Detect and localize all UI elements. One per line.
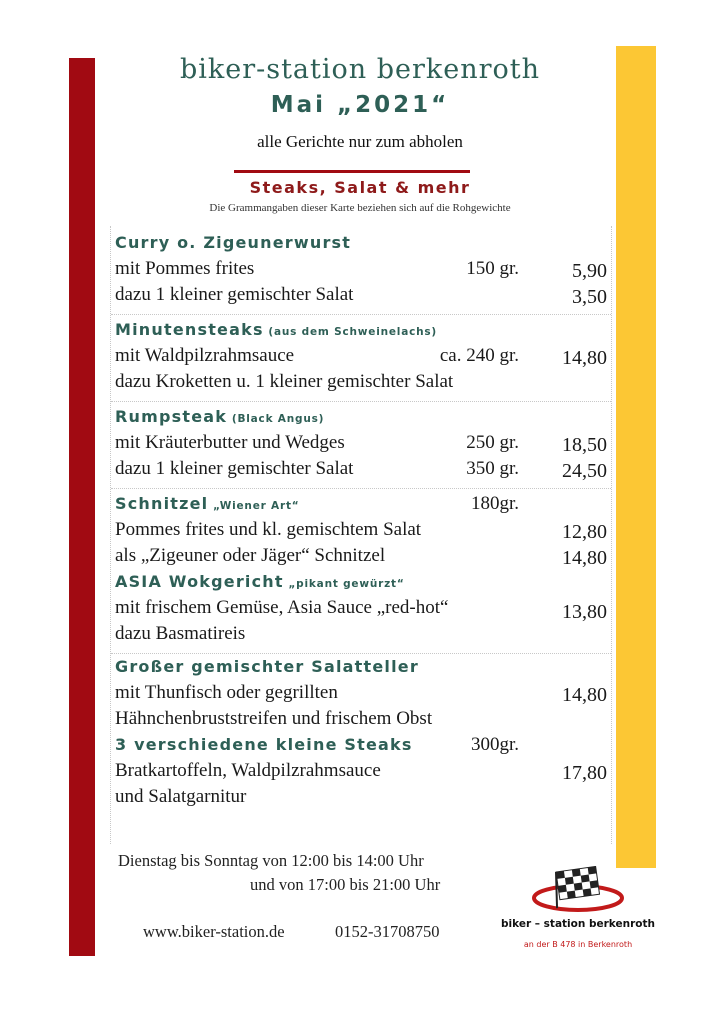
dish-weight: ca. 240 gr. [439,345,519,366]
dish-price: 17,80 [562,762,607,784]
dish-price: 14,80 [562,347,607,369]
menu-item-salatteller [111,654,611,844]
dish-weight: 250 gr. [466,432,519,453]
dish-weight: 180gr. [470,493,519,514]
dish-name: Schnitzel [115,494,209,513]
dish-name: Minutensteaks [115,320,264,339]
dish-note: „Wiener Art“ [213,500,300,512]
opening-hours-lunch: Dienstag bis Sonntag von 12:00 bis 14:00 Uhr [118,851,424,870]
section-title: Steaks, Salat & mehr [249,178,471,197]
dish-description: mit Thunfisch oder gegrillten [115,682,338,703]
header-divider [234,170,470,173]
weight-note: Die Grammangaben dieser Karte beziehen sich auf die Rohgewichte [209,202,511,214]
takeaway-note: alle Gerichte nur zum abholen [257,132,463,151]
dish-price: 14,80 [562,684,607,706]
dish-description: mit frischem Gemüse, Asia Sauce „red-hot“ [115,597,449,618]
menu-list [110,226,612,844]
dish-description: dazu 1 kleiner gemischter Salat [115,458,354,479]
menu-item-rumpsteak [111,402,611,489]
dish-description: mit Pommes frites [115,258,255,279]
dish-description: dazu Kroketten u. 1 kleiner gemischter Salat [115,371,454,392]
dish-description: dazu 1 kleiner gemischter Salat [115,284,354,305]
dish-weight: 300gr. [470,734,519,755]
dish-description: als „Zigeuner oder Jäger“ Schnitzel [115,545,386,566]
dish-weight: 150 gr. [466,258,519,279]
dish-weight: 350 gr. [466,458,519,479]
dish-price: 13,80 [562,601,607,623]
checkered-flag-icon [492,866,664,918]
dish-note: (aus dem Schweinelachs) [268,326,438,338]
dish-description: Hähnchenbruststreifen und frischem Obst [115,708,433,729]
biker-station-logo [492,866,664,962]
dish-description: und Salatgarnitur [115,786,247,807]
menu-month: Mai „2021“ [270,92,450,118]
menu-item-asia [115,571,611,597]
red-side-stripe [69,58,95,956]
dish-name: Curry o. Zigeunerwurst [115,233,352,252]
phone-number[interactable]: 0152-31708750 [335,922,440,941]
logo-subtitle: an der B 478 in Berkenroth [523,940,633,949]
menu-item-minutensteaks [111,315,611,402]
dish-price: 24,50 [562,460,607,482]
opening-hours-evening: und von 17:00 bis 21:00 Uhr [250,875,441,894]
dish-description: Bratkartoffeln, Waldpilzrahmsauce [115,760,381,781]
dish-price: 3,50 [572,286,607,308]
dish-description: Pommes frites und kl. gemischtem Salat [115,519,422,540]
dish-note: (Black Angus) [231,413,325,425]
dish-price: 14,80 [562,547,607,569]
menu-item-steaks [115,734,611,760]
menu-item-curry [111,226,611,315]
dish-price: 5,90 [572,260,607,282]
logo-name: biker – station berkenroth [501,918,655,930]
dish-name: 3 verschiedene kleine Steaks [115,735,413,754]
dish-name: Großer gemischter Salatteller [115,657,419,676]
yellow-side-stripe [616,46,656,868]
dish-description: mit Waldpilzrahmsauce [115,345,295,366]
dish-note: „pikant gewürzt“ [288,578,405,590]
dish-price: 12,80 [562,521,607,543]
dish-price: 18,50 [562,434,607,456]
dish-description: mit Kräuterbutter und Wedges [115,432,345,453]
website-link[interactable]: www.biker-station.de [143,922,285,941]
dish-description: dazu Basmatireis [115,623,246,644]
restaurant-title: biker-station berkenroth [179,54,541,85]
dish-name: Rumpsteak [115,407,228,426]
dish-name: ASIA Wokgericht [115,572,284,591]
menu-item-schnitzel [111,489,611,654]
